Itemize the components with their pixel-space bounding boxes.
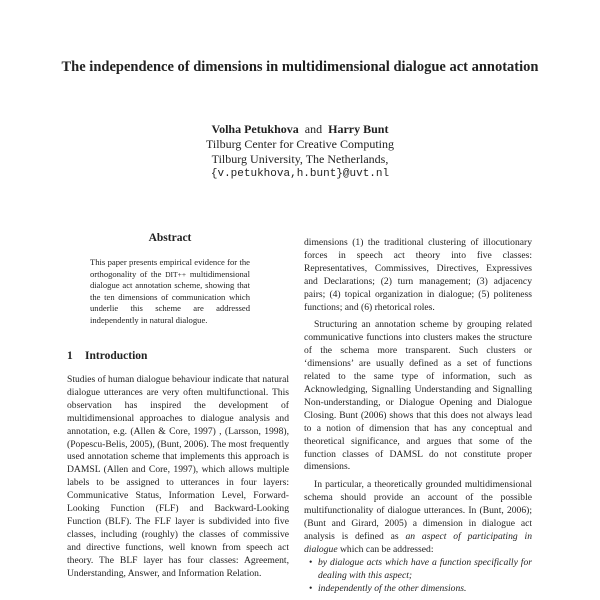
paragraph-text: which can be addressed: <box>337 543 434 555</box>
abstract-text: multidimensional dialogue act annotation scheme, showing that the ten dimensions of communication which underlie this scheme are addressed independently in natural dialogue. <box>90 268 250 325</box>
abstract-text: This paper presents empirical evidence for the orthogonality of the <box>90 257 250 279</box>
paragraph-text: In particular, a theoretically grounded multidimensional schema should provide an account of the possible multifunctionality of dialogue utterances. In (Bunt, 2006); (Bunt and Girard, 2005) a dimension in dialogue act analysis is defined as <box>304 479 532 542</box>
section-number: 1 <box>67 350 73 362</box>
list-item <box>318 557 532 583</box>
body-paragraph: Studies of human dialogue behaviour indicate that natural dialogue utterances are very often multifunctional. This observation has inspired the development of multidimensional approaches to dialogue analysis and annotation, e.g. (Allen & Core, 1997) , (Larsson, 1998), (Popescu-Belis, 2005), (Bunt, 2006). The most frequently used annotation scheme that implements this approach is DAMSL (Allen and Core, 1997), which allows multiple labels to be assigned to utterances in four layers: Communicative Status, Information Level, Forward-Looking Function (FLF) and Backward-Looking Function (BLF). The FLF layer is subdivided into five classes, including (roughly) the classes of commissive and directive functions, well known from speech act theory. The BLF layer has four classes: Agreement, Understanding, Answer, and Information Relation. <box>67 374 289 579</box>
dit-term: DIT++ <box>165 269 187 279</box>
bullet-list <box>304 557 532 596</box>
list-item-text: independently of the other dimensions. <box>318 582 467 594</box>
right-column <box>304 237 532 595</box>
paper-title: The independence of dimensions in multidimensional dialogue act annotation <box>61 59 539 75</box>
body-paragraph: dimensions (1) the traditional clustering of illocutionary forces in speech act theory into five classes: Representatives, Commissives, Directives, Expressives and Declarations; (2) turn management; (3) adjacency pairs; (4) topical organization in dialogue; (5) politeness functions; and (6) rhetorical roles. <box>304 237 532 313</box>
author-name: Harry Bunt <box>328 122 389 136</box>
left-column <box>67 374 289 581</box>
emphasis-text: an aspect of participating in dialogue <box>304 530 532 555</box>
body-paragraph: Structuring an annotation scheme by grouping related communicative functions into clusters makes the structure of the schema more transparent. Such clusters or ‘dimensions’ are usually defined as a set of functions related to the same type of information, such as Acknowledging, Signalling Understanding and Signalling Non-understanding, or Dialogue Opening and Dialogue Closing. Bunt (2006) shows that this does not always lead to a notion of dimension that has any conceptual and theoretical significance, and argues that some of the function classes of DAMSL do not constitute proper dimensions. <box>304 319 532 473</box>
list-item-text: by dialogue acts which have a function specifically for dealing with this aspect; <box>318 556 532 581</box>
abstract-heading: Abstract <box>148 232 192 244</box>
author-name: Volha Petukhova <box>211 122 299 136</box>
body-paragraph <box>304 479 532 556</box>
section-title: Introduction <box>85 350 148 362</box>
author-email: {v.petukhova,h.bunt}@uvt.nl <box>210 168 390 180</box>
author-block <box>150 122 450 182</box>
affiliation-line: Tilburg University, The Netherlands, <box>211 152 389 166</box>
affiliation-line: Tilburg Center for Creative Computing <box>206 137 394 151</box>
author-names <box>150 122 450 137</box>
section-heading <box>67 350 287 362</box>
abstract-body <box>90 257 250 326</box>
list-item <box>318 583 532 596</box>
author-conjunction: and <box>304 122 323 136</box>
